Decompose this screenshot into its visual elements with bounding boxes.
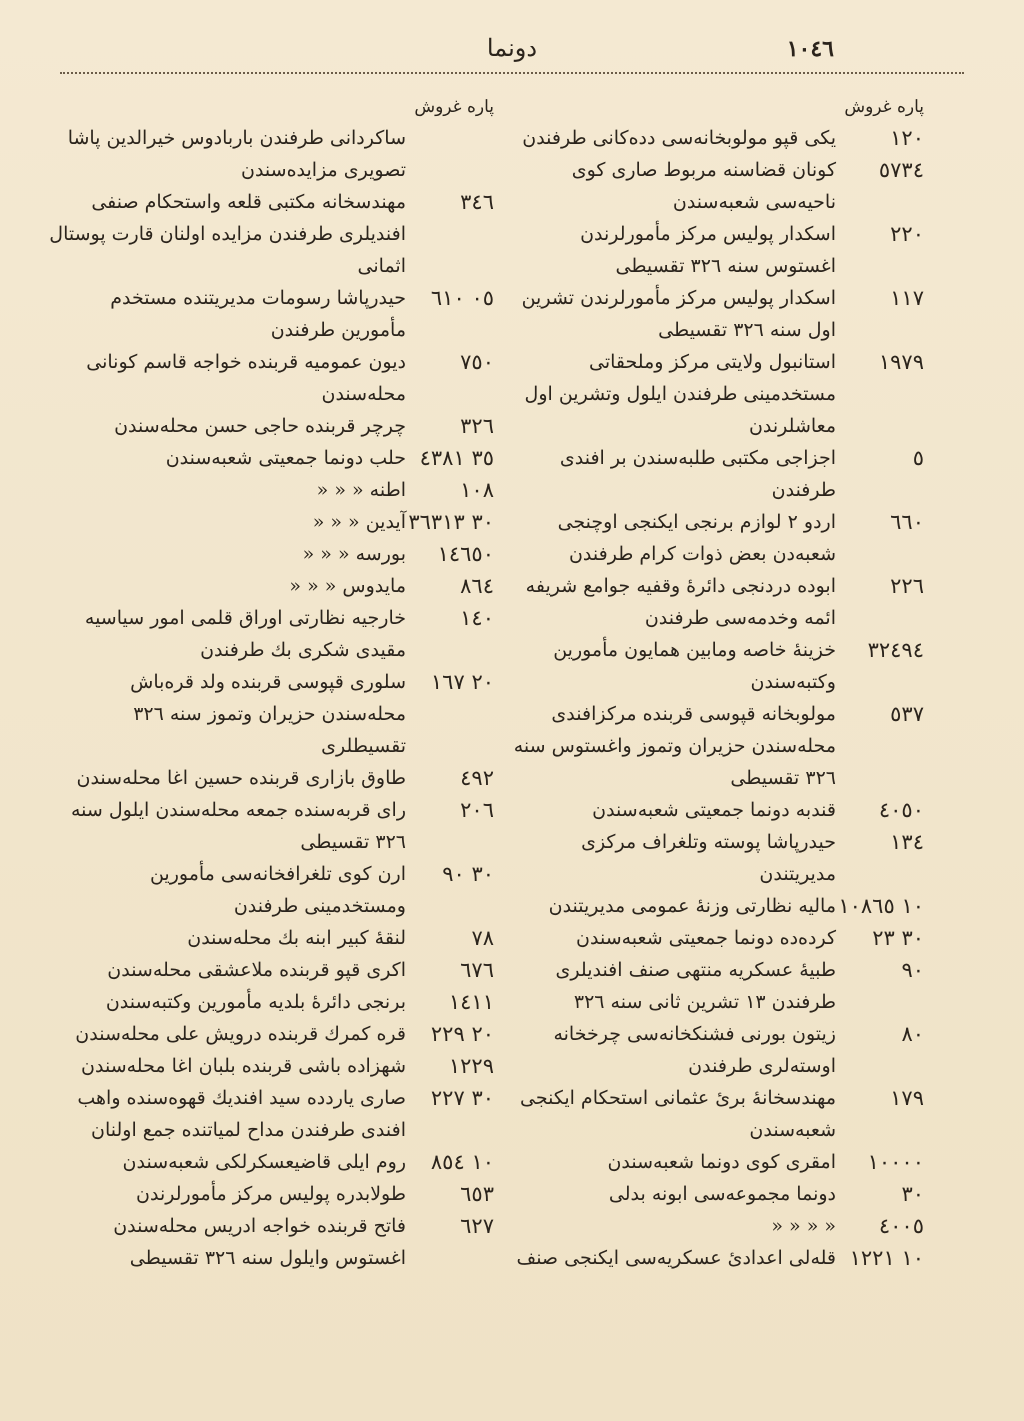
entry-amount: ١٢٢٩ <box>448 1054 494 1078</box>
ledger-entry <box>504 122 924 154</box>
ledger-entry <box>504 154 924 218</box>
ledger-entry <box>44 1050 494 1082</box>
entry-amount: ٦٢٧ <box>460 1214 494 1238</box>
entry-description: چرچر قربنده حاجى حسن محله‌سندن <box>114 415 406 437</box>
entry-amount: ٣٢٦ <box>460 414 494 438</box>
ledger-entry <box>504 346 924 442</box>
entry-amount: ٣٥ ٤٣٨١ <box>419 446 494 470</box>
ledger-entry <box>44 570 494 602</box>
entry-amount: ٣٢٤٩٤ <box>867 638 924 662</box>
ledger-entry <box>44 1178 494 1210</box>
entry-description: اكرى قپو قربنده ملاعشقى محله‌سندن <box>107 959 406 981</box>
entry-description: اسكدار پوليس مركز مأمورلرندن تشرين اول سنه ٣٢٦ تقسيطى <box>521 287 836 341</box>
entry-amount: ٦٦٠ <box>890 510 924 534</box>
entry-description: طاوق بازارى قربنده حسين اغا محله‌سندن <box>76 767 406 789</box>
ledger-entry <box>504 1146 924 1178</box>
ledger-entry <box>504 1210 924 1242</box>
entry-amount: ٥٧٣٤ <box>878 158 924 182</box>
entry-description: حيدرپاشا پوسته وتلغراف مركزى مديريتندن <box>581 831 836 885</box>
ledger-entry <box>504 1082 924 1146</box>
entry-description: حيدرپاشا رسومات مديريتنده مستخدم مأمورين طرفندن <box>110 287 406 341</box>
ledger-entry <box>44 538 494 570</box>
ledger-entry <box>44 762 494 794</box>
ledger-entry <box>44 1018 494 1050</box>
entry-description: لنقهٔ كبير ابنه بك محله‌سندن <box>187 927 406 949</box>
entry-description: كونان قضاسنه مربوط صارى كوى ناحيه‌سى شعبه‌سندن <box>571 159 836 213</box>
entry-amount: ٧٨ <box>471 926 494 950</box>
entry-description: اسكدار پوليس مركز مأمورلرندن اغستوس سنه ٣٢٦ تقسيطى <box>580 223 836 277</box>
entry-description: ديون عموميه قربنده خواجه قاسم كونانى محله‌سندن <box>86 351 406 405</box>
entry-amount: ٩٠ <box>901 958 924 982</box>
entry-description: مهندسخانه مكتبى قلعه واستحكام صنفى افنديلرى طرفندن مزايده اولنان قارت پوستال اثمانى <box>49 191 406 277</box>
entry-description: روم ايلى قاضيعسكرلكى شعبه‌سندن <box>122 1151 406 1173</box>
ledger-entry <box>504 954 924 1018</box>
ledger-entry <box>44 410 494 442</box>
ledger-entry <box>44 794 494 858</box>
entry-amount: ٨٠ <box>901 1022 924 1046</box>
entry-description: اطنه « « « <box>316 479 406 501</box>
entry-amount: ١٤٦٥٠ <box>437 542 494 566</box>
entry-description: مولوبخانه قپوسى قربنده مركزافندى محله‌سندن حزيران وتموز واغستوس سنه ٣٢٦ تقسيطى <box>513 703 836 789</box>
entry-amount: ١٧٩ <box>890 1086 924 1110</box>
entry-amount: ٤٠٥٠ <box>878 798 924 822</box>
entry-amount: ١٤١١ <box>448 990 494 1014</box>
entry-amount: ١٠ ١٠٨٦٥ <box>838 894 924 918</box>
ledger-entry <box>504 698 924 794</box>
ledger-entry <box>44 1146 494 1178</box>
ledger-entry <box>44 1082 494 1146</box>
entry-description: قندبه دونما جمعيتى شعبه‌سندن <box>592 799 836 821</box>
ledger-entry <box>504 890 924 922</box>
entry-description: زيتون بورنى فشنكخانه‌سى چرخخانه اوسته‌لرى طرفندن <box>553 1023 836 1077</box>
entry-amount: ٣٠ ٩٠ <box>442 862 494 886</box>
entry-amount: ٣٠ ٣٦٣١٣ <box>408 510 494 534</box>
ledger-entry <box>504 1242 924 1274</box>
entry-description: امقرى كوى دونما شعبه‌سندن <box>607 1151 836 1173</box>
entry-amount: ٢٢٦ <box>890 574 924 598</box>
ledger-entry <box>44 474 494 506</box>
entry-amount: ١٠٠٠٠ <box>867 1150 924 1174</box>
entry-amount: ١٠ ٨٥٤ <box>430 1150 494 1174</box>
entry-description: آيدين « « « <box>312 511 406 533</box>
entry-description: خزينهٔ خاصه ومابين همايون مأمورين وكتبه‌سندن <box>553 639 836 693</box>
entry-description: ارن كوى تلغرافخانه‌سى مأمورين ومستخدمينى طرفندن <box>149 863 406 917</box>
entry-description: « « « « <box>771 1215 836 1237</box>
ledger-entry <box>504 282 924 346</box>
entry-amount: ٣٠ <box>901 1182 924 1206</box>
ledger-entry <box>504 218 924 282</box>
column-heading: پاره غروش <box>844 97 924 117</box>
ledger-entry <box>504 506 924 570</box>
page-header <box>60 32 964 68</box>
column-heading: پاره غروش <box>414 97 494 117</box>
entry-amount: ٢٢٠ <box>890 222 924 246</box>
entry-description: ماليه نظارتى وزنهٔ عمومى مديريتندن <box>548 895 836 917</box>
entry-description: اجزاجى مكتبى طلبه‌سندن بر افندى طرفندن <box>559 447 836 501</box>
ledger-entry <box>504 826 924 890</box>
entry-amount: ٤٩٢ <box>460 766 494 790</box>
ledger-entry <box>504 634 924 698</box>
ledger-entry <box>44 954 494 986</box>
entry-amount: ٦٧٦ <box>460 958 494 982</box>
entry-amount: ٠٥ ٦١٠ <box>430 286 494 310</box>
ledger-entry <box>44 858 494 922</box>
entry-description: مايدوس « « « <box>289 575 406 597</box>
entry-description: حلب دونما جمعيتى شعبه‌سندن <box>165 447 406 469</box>
ledger-entry <box>504 442 924 506</box>
entry-description: اردو ٢ لوازم برنجى ايكنجى اوچنجى شعبه‌دن بعض ذوات كرام طرفندن <box>557 511 836 565</box>
entry-description: قله‌لى اعدادىٔ عسكريه‌سى ايكنجى صنف <box>516 1247 836 1269</box>
right-column <box>504 92 924 1274</box>
entry-amount: ١٠٨ <box>460 478 494 502</box>
header-rule <box>60 72 964 74</box>
ledger-entry <box>44 122 494 186</box>
ledger-entry <box>44 282 494 346</box>
entry-description: كرده‌ده دونما جمعيتى شعبه‌سندن <box>576 927 836 949</box>
entry-amount: ٧٥٠ <box>460 350 494 374</box>
ledger-entry <box>504 570 924 634</box>
entry-description: طولابدره پوليس مركز مأمورلرندن <box>136 1183 406 1205</box>
entry-description: استانبول ولايتى مركز وملحقاتى مستخدمينى طرفندن ايلول وتشرين اول معاشلرندن <box>524 351 836 437</box>
entry-description: خارجيه نظارتى اوراق قلمى امور سياسيه مقيدى شكرى بك طرفندن <box>84 607 406 661</box>
ledger-entry <box>44 1210 494 1274</box>
ledger-entry <box>44 506 494 538</box>
entry-description: دونما مجموعه‌سى ابونه بدلى <box>608 1183 836 1205</box>
entry-amount: ٥ <box>912 446 924 470</box>
entry-amount: ١٩٧٩ <box>878 350 924 374</box>
entry-amount: ٢٠٦ <box>460 798 494 822</box>
entry-description: ساكردانى طرفندن باربادوس خيرالدين پاشا تصويرى مزايده‌سندن <box>67 127 406 181</box>
entry-amount <box>406 122 494 154</box>
entry-amount: ٣٤٦ <box>460 190 494 214</box>
entries-list <box>44 122 494 1274</box>
running-title: دونما <box>486 34 538 62</box>
entry-description: شهزاده باشى قربنده بلبان اغا محله‌سندن <box>81 1055 406 1077</box>
entry-amount: ١٣٤ <box>890 830 924 854</box>
entry-amount: ٢٠ ١٦٧ <box>430 670 494 694</box>
entry-amount: ١٠ ١٢٢١ <box>849 1246 924 1270</box>
ledger-entry <box>504 794 924 826</box>
entry-description: فاتح قربنده خواجه ادريس محله‌سندن اغستوس وايلول سنه ٣٢٦ تقسيطى <box>113 1215 406 1269</box>
ledger-entry <box>44 346 494 410</box>
ledger-entry <box>44 922 494 954</box>
entry-description: بورسه « « « <box>302 543 406 565</box>
entry-amount: ١٤٠ <box>460 606 494 630</box>
ledger-entry <box>44 186 494 282</box>
ledger-entry <box>44 442 494 474</box>
page-number: ١٠٤٦ <box>786 36 834 62</box>
entry-description: صارى ياردده سيد افنديك قهوه‌سنده واهب افندى طرفندن مداح لمياتنده جمع اولنان <box>77 1087 406 1141</box>
entry-amount: ٥٣٧ <box>890 702 924 726</box>
entry-amount: ٣٠ ٢٢٧ <box>430 1086 494 1110</box>
entry-amount: ٨٦٤ <box>460 574 494 598</box>
entries-list <box>504 122 924 1274</box>
ledger-entry <box>44 602 494 666</box>
entry-amount: ٤٠٠٥ <box>878 1214 924 1238</box>
entry-amount: ٢٠ ٢٢٩ <box>430 1022 494 1046</box>
entry-description: مهندسخانهٔ برىٔ عثمانى استحكام ايكنجى شعبه‌سندن <box>520 1087 836 1141</box>
entry-description: ابوده دردنجى دائرهٔ وقفيه جوامع شريفه ائمه وخدمه‌سى طرفندن <box>525 575 836 629</box>
entry-description: سلورى قپوسى قربنده ولد قره‌باش محله‌سندن حزيران وتموز سنه ٣٢٦ تقسيطلرى <box>130 671 406 757</box>
entry-amount: ١١٧ <box>890 286 924 310</box>
entry-description: برنجى دائرهٔ بلديه مأمورين وكتبه‌سندن <box>105 991 406 1013</box>
ledger-entry <box>504 1178 924 1210</box>
entry-amount: ٦٥٣ <box>460 1182 494 1206</box>
entry-amount: ١٢٠ <box>890 126 924 150</box>
entry-description: قره كمرك قربنده درويش على محله‌سندن <box>75 1023 406 1045</box>
entry-amount: ٣٠ ٢٣ <box>872 926 924 950</box>
entry-description: يكى قپو مولوبخانه‌سى دده‌كانى طرفندن <box>522 127 836 149</box>
ledger-entry <box>44 986 494 1018</box>
entry-description: طبيهٔ عسكريه منتهى صنف افنديلرى طرفندن ١٣ تشرين ثانى سنه ٣٢٦ <box>555 959 836 1013</box>
ledger-entry <box>44 666 494 762</box>
entry-description: راى قربه‌سنده جمعه محله‌سندن ايلول سنه ٣٢٦ تقسيطى <box>70 799 406 853</box>
ledger-entry <box>504 922 924 954</box>
left-column <box>44 92 494 1274</box>
ledger-entry <box>504 1018 924 1082</box>
